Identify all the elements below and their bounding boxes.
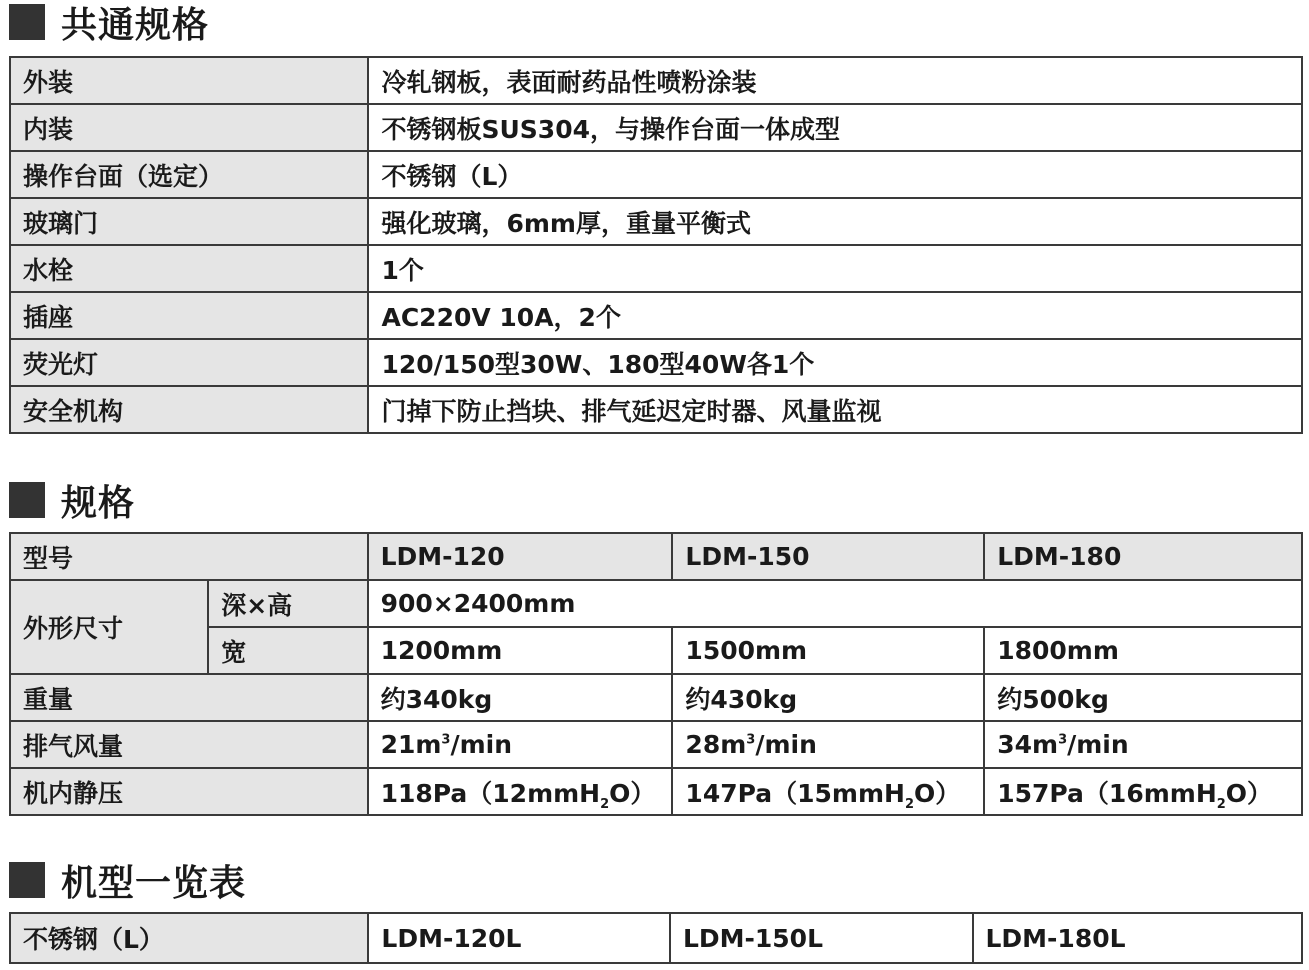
width-label: 宽 bbox=[208, 627, 367, 674]
width-value: 1500mm bbox=[672, 627, 984, 674]
dimension-label: 外形尺寸 bbox=[10, 580, 208, 674]
table-row-depth-height bbox=[10, 580, 1302, 627]
row-value: 120/150型30W、180型40W各1个 bbox=[368, 339, 1302, 386]
square-bullet-icon bbox=[9, 862, 45, 898]
square-bullet-icon bbox=[9, 482, 45, 518]
table-row-exhaust bbox=[10, 721, 1302, 768]
table-row bbox=[10, 57, 1302, 104]
common-spec-table bbox=[9, 56, 1303, 434]
model-value: LDM-120L bbox=[368, 913, 670, 963]
spec-table bbox=[9, 532, 1303, 816]
row-value: 强化玻璃，6mm厚，重量平衡式 bbox=[368, 198, 1302, 245]
table-row-weight bbox=[10, 674, 1302, 721]
section-title: 共通规格 bbox=[61, 4, 210, 46]
exhaust-value: $34m^3/\min$ bbox=[984, 721, 1302, 768]
row-value: 不锈钢板SUS304，与操作台面一体成型 bbox=[368, 104, 1302, 151]
model-label: 型号 bbox=[10, 533, 368, 580]
row-label: 插座 bbox=[10, 292, 368, 339]
section-heading-models bbox=[9, 858, 246, 902]
row-label: 内装 bbox=[10, 104, 368, 151]
row-value: 1个 bbox=[368, 245, 1302, 292]
model-header: LDM-150 bbox=[672, 533, 984, 580]
row-label: 外装 bbox=[10, 57, 368, 104]
width-value: 1800mm bbox=[984, 627, 1302, 674]
square-bullet-icon bbox=[9, 4, 45, 40]
weight-value: 约430kg bbox=[672, 674, 984, 721]
row-label: 玻璃门 bbox=[10, 198, 368, 245]
model-header: LDM-120 bbox=[368, 533, 673, 580]
row-value: AC220V 10A，2个 bbox=[368, 292, 1302, 339]
pressure-value: 157Pa（16mmH$_2$O） bbox=[984, 768, 1302, 815]
row-value: 门掉下防止挡块、排气延迟定时器、风量监视 bbox=[368, 386, 1302, 433]
row-label: 水栓 bbox=[10, 245, 368, 292]
pressure-label: 机内静压 bbox=[10, 768, 368, 815]
row-value: 不锈钢（L） bbox=[368, 151, 1302, 198]
table-row bbox=[10, 913, 1302, 963]
row-label: 安全机构 bbox=[10, 386, 368, 433]
table-row bbox=[10, 198, 1302, 245]
table-row bbox=[10, 245, 1302, 292]
section-heading-common bbox=[9, 0, 209, 44]
exhaust-label: 排气风量 bbox=[10, 721, 368, 768]
exhaust-value: $21m^3/\min$ bbox=[368, 721, 673, 768]
table-row-model bbox=[10, 533, 1302, 580]
row-label: 操作台面（选定） bbox=[10, 151, 368, 198]
model-list-table bbox=[9, 912, 1303, 964]
section-title: 规格 bbox=[61, 482, 136, 524]
weight-value: 约500kg bbox=[984, 674, 1302, 721]
table-row-pressure bbox=[10, 768, 1302, 815]
section-heading-spec bbox=[9, 478, 135, 522]
model-value: LDM-150L bbox=[670, 913, 973, 963]
weight-value: 约340kg bbox=[368, 674, 673, 721]
table-row bbox=[10, 292, 1302, 339]
depth-height-value: 900×2400mm bbox=[368, 580, 1302, 627]
table-row bbox=[10, 151, 1302, 198]
table-row bbox=[10, 386, 1302, 433]
table-row bbox=[10, 104, 1302, 151]
pressure-value: 147Pa（15mmH$_2$O） bbox=[672, 768, 984, 815]
model-value: LDM-180L bbox=[973, 913, 1303, 963]
pressure-value: 118Pa（12mmH$_2$O） bbox=[368, 768, 673, 815]
section-title: 机型一览表 bbox=[61, 862, 247, 904]
depth-height-label: 深×高 bbox=[208, 580, 367, 627]
table-row bbox=[10, 339, 1302, 386]
exhaust-value: $28m^3/\min$ bbox=[672, 721, 984, 768]
material-label: 不锈钢（L） bbox=[10, 913, 368, 963]
width-value: 1200mm bbox=[368, 627, 673, 674]
model-header: LDM-180 bbox=[984, 533, 1302, 580]
weight-label: 重量 bbox=[10, 674, 368, 721]
row-value: 冷轧钢板，表面耐药品性喷粉涂装 bbox=[368, 57, 1302, 104]
row-label: 荧光灯 bbox=[10, 339, 368, 386]
